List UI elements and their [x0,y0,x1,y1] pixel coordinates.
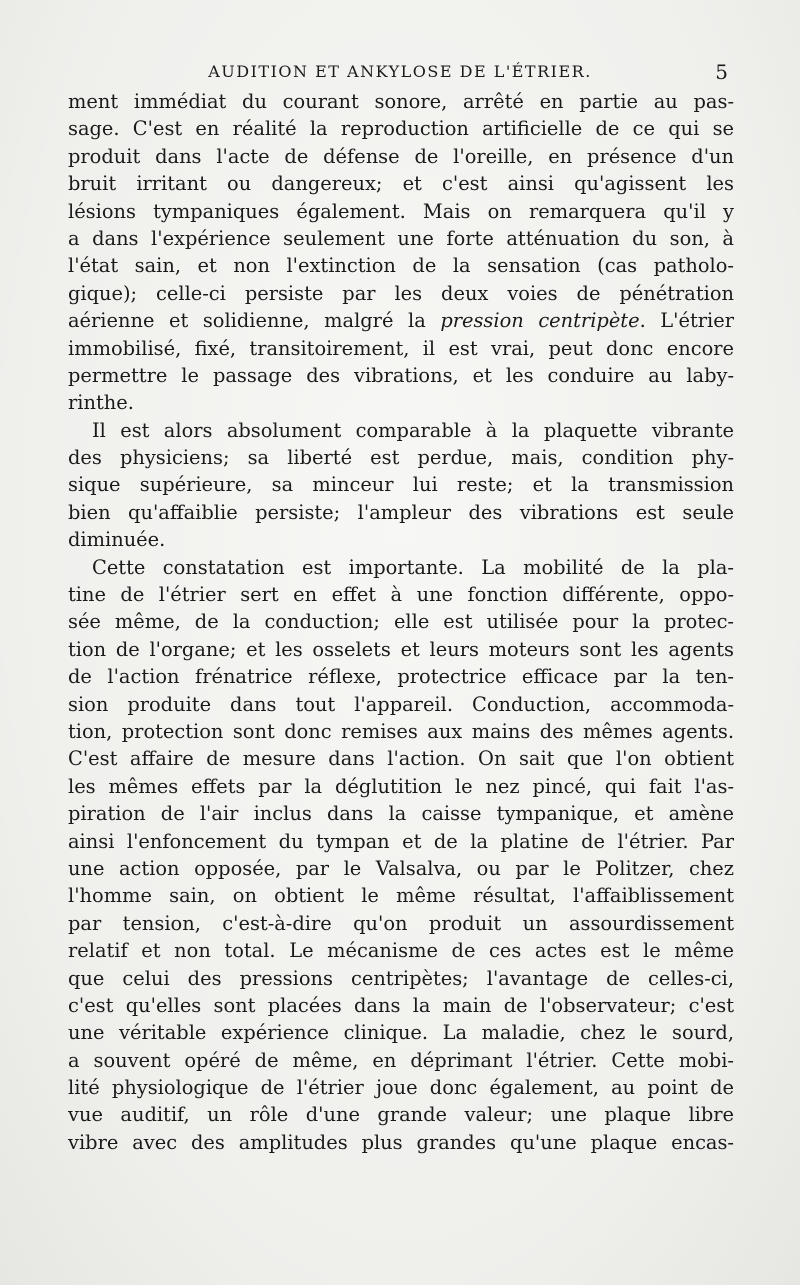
text-line: l'état sain, et non l'extinction de la sensation (cas patholo- [68,254,734,278]
text-span: . L'étrier [639,309,734,333]
text-line: vibre avec des amplitudes plus grandes qu'une plaque encas- [68,1130,734,1154]
text-line: ment immédiat du courant sonore, arrêté en partie au pas- [68,90,734,113]
text-line: par tension, c'est-à-dire qu'on produit un assourdissement [68,911,734,935]
italic-phrase: pression centripète [440,309,640,333]
text-line: sée même, de la conduction; elle est utilisée pour la protec- [68,610,734,634]
text-line: que celui des pressions centripètes; l'avantage de celles-ci, [68,966,734,990]
text-line: Il est alors absolument comparable à la plaquette vibrante [92,418,734,442]
text-line: ainsi l'enfoncement du tympan et de la platine de l'étrier. Par [68,829,734,853]
text-line: lité physiologique de l'étrier joue donc également, au point de [68,1076,734,1100]
text-line: bien qu'affaiblie persiste; l'ampleur des vibrations est seule [68,500,734,524]
text-line: relatif et non total. Le mécanisme de ces actes est le même [68,939,734,963]
text-line: C'est affaire de mesure dans l'action. On sait que l'on obtient [68,747,734,771]
text-line: de l'action frénatrice réflexe, protectrice efficace par la ten- [68,665,734,689]
text-line: lésions tympaniques également. Mais on remarquera qu'il y [68,199,734,223]
text-line: bruit irritant ou dangereux; et c'est ainsi qu'agissent les [68,172,734,196]
text-line: des physiciens; sa liberté est perdue, mais, condition phy- [68,446,734,470]
text-line: tion de l'organe; et les osselets et leurs moteurs sont les agents [68,637,734,661]
text-line: tion, protection sont donc remises aux mains des mêmes agents. [68,719,734,743]
text-line: a souvent opéré de même, en déprimant l'étrier. Cette mobi- [68,1048,734,1072]
text-line: permettre le passage des vibrations, et les conduire au laby- [68,363,734,387]
text-line: immobilisé, fixé, transitoirement, il est vrai, peut donc encore [68,336,734,360]
running-title: AUDITION ET ANKYLOSE DE L'ÉTRIER. [208,62,592,81]
text-line [68,307,734,334]
text-line: l'homme sain, on obtient le même résultat, l'affaiblissement [68,884,734,908]
text-line: vue auditif, un rôle d'une grande valeur; une plaque libre [68,1103,734,1127]
text-line: diminuée. [68,528,166,552]
text-line: rinthe. [68,391,134,415]
text-line: gique); celle-ci persiste par les deux voies de pénétration [68,281,734,305]
text-line: sion produite dans tout l'appareil. Conduction, accommoda- [68,692,734,716]
text-line: tine de l'étrier sert en effet à une fonction différente, oppo- [68,583,734,607]
text-line: sique supérieure, sa minceur lui reste; et la transmission [68,473,734,497]
page-header [0,58,800,88]
text-line: c'est qu'elles sont placées dans la main de l'observateur; c'est [68,993,734,1017]
text-line: piration de l'air inclus dans la caisse tympanique, et amène [68,802,734,826]
text-line: Cette constatation est importante. La mobilité de la pla- [92,555,734,579]
text-line: une véritable expérience clinique. La maladie, chez le sourd, [68,1021,734,1045]
text-line: a dans l'expérience seulement une forte atténuation du son, à [68,226,734,250]
text-line: une action opposée, par le Valsalva, ou par le Politzer, chez [68,856,734,880]
page-number: 5 [715,60,728,84]
body-text [68,88,734,1156]
text-span: aérienne et solidienne, malgré la [68,309,441,333]
text-line: les mêmes effets par la déglutition le nez pincé, qui fait l'as- [68,774,734,798]
text-line: produit dans l'acte de défense de l'oreille, en présence d'un [68,144,734,168]
text-line: sage. C'est en réalité la reproduction artificielle de ce qui se [68,117,734,141]
